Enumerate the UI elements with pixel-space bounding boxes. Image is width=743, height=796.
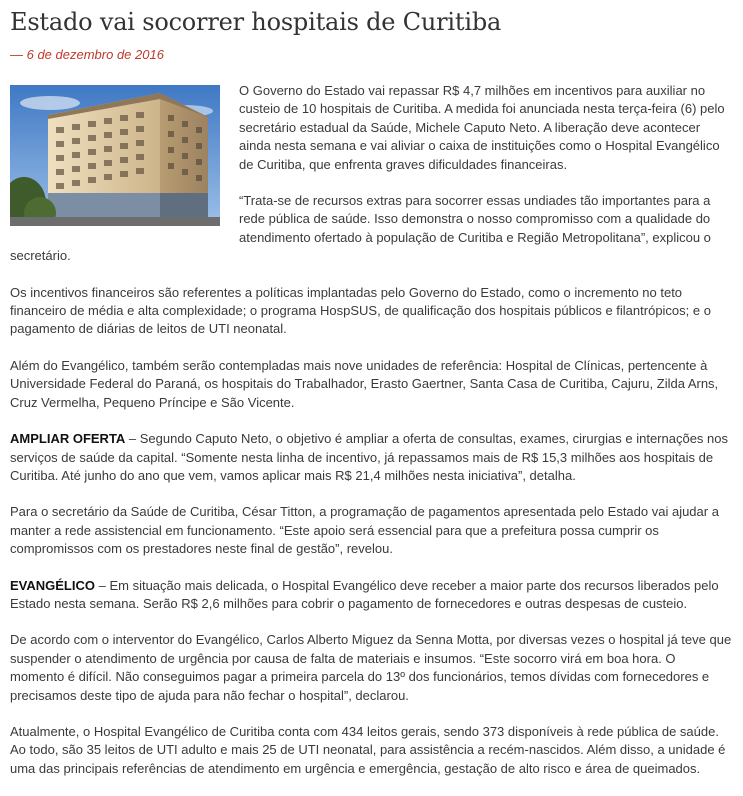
article-paragraph [10,577,732,614]
paragraph-text: Atualmente, o Hospital Evangélico de Curitiba conta com 434 leitos gerais, sendo 373 disponíveis à rede pública de saúde. Ao todo, são 35 leitos de UTI adulto e mais 25 de UTI neonatal, para assistência a recém-nascidos. Além disso, a unidade é uma das principais referências de atendimento em urgência e emergência, gestação de alto risco e área de queimados. [10,723,726,776]
article-paragraph [10,284,732,339]
article-paragraph [10,357,732,412]
paragraph-text: Além do Evangélico, também serão contempladas mais nove unidades de referência: Hospital de Clínicas, pertencente à Universidade Federal do Paraná, os hospitais do Trabalhador, Erasto Gaertner, Santa Casa de Curitiba, Cajuru, Zilda Arns, Cruz Vermelha, Pequeno Príncipe e São Vicente. [10,357,719,410]
paragraph-text: Os incentivos financeiros são referentes a políticas implantadas pelo Governo do Estado, como o incremento no teto financeiro de média e alta complexidade; o programa HospSUS, de qualificação dos hospitais públicos e filantrópicos; e o pagamento de diárias de leitos de UTI neonatal. [10,284,711,337]
paragraph-text: O Governo do Estado vai repassar R$ 4,7 milhões em incentivos para auxiliar no custeio de 10 hospitais de Curitiba. A medida foi anunciada nesta terça-feira (6) pelo secretário estadual da Saúde, Michele Caputo Neto. A liberação deve acontecer ainda nesta semana e vai aliviar o caixa de instituições como o Hospital Evangélico de Curitiba, que enfrenta graves dificuldades financeiras. [239,83,725,172]
hospital-building-photo [10,85,220,226]
section-lead-ampliar-oferta: AMPLIAR OFERTA [10,431,126,447]
article-paragraph [10,430,732,485]
article-paragraph [10,503,732,558]
article-date: — 6 de dezembro de 2016 [10,47,164,62]
article-paragraph [10,723,732,778]
article-headline: Estado vai socorrer hospitais de Curitiba [10,8,502,36]
news-article [10,0,732,796]
paragraph-text: “Trata-se de recursos extras para socorrer essas undiades tão importantes para a rede pública de saúde. Isso demonstra o nosso compromisso com a qualidade do atendimento ofertado à população de Curitiba e Região Metropolitana”, explicou o secretário. [10,193,711,264]
paragraph-text: De acordo com o interventor do Evangélico, Carlos Alberto Miguez da Senna Motta, por diversas vezes o hospital já teve que suspender o atendimento de urgência por causa de falta de materiais e insumos. “Este socorro virá em boa hora. O momento é difícil. Não conseguimos pagar a primeira parcela do 13º dos funcionários, temos dívidas com fornecedores e precisamos deste tipo de ajuda para não fechar o hospital”, declarou. [10,632,732,703]
section-lead-evangelico: EVANGÉLICO [10,577,95,593]
paragraph-text: Para o secretário da Saúde de Curitiba, César Titton, a programação de pagamentos apresentada pelo Estado vai ajudar a manter a rede assistencial em funcionamento. “Este apoio será essencial para que a prefeitura possa cumprir os compromissos com os prestadores neste final de gestão”, revelou. [10,504,719,557]
article-paragraph [10,631,732,705]
paragraph-text: – Em situação mais delicada, o Hospital Evangélico deve receber a maior parte dos recursos liberados pelo Estado nesta semana. Serão R$ 2,6 milhões para cobrir o pagamento de fornecedores e outras despesas de custeio. [10,577,719,611]
article-body [10,82,732,778]
paragraph-text: – Segundo Caputo Neto, o objetivo é ampliar a oferta de consultas, exames, cirurgias e internações nos serviços de saúde da capital. “Somente nesta linha de incentivo, já repassamos mais de R$ 15,3 milhões aos hospitais de Curitiba. Até junho do ano que vem, vamos aplicar mais R$ 21,4 milhões nesta iniciativa”, detalha. [10,431,728,483]
